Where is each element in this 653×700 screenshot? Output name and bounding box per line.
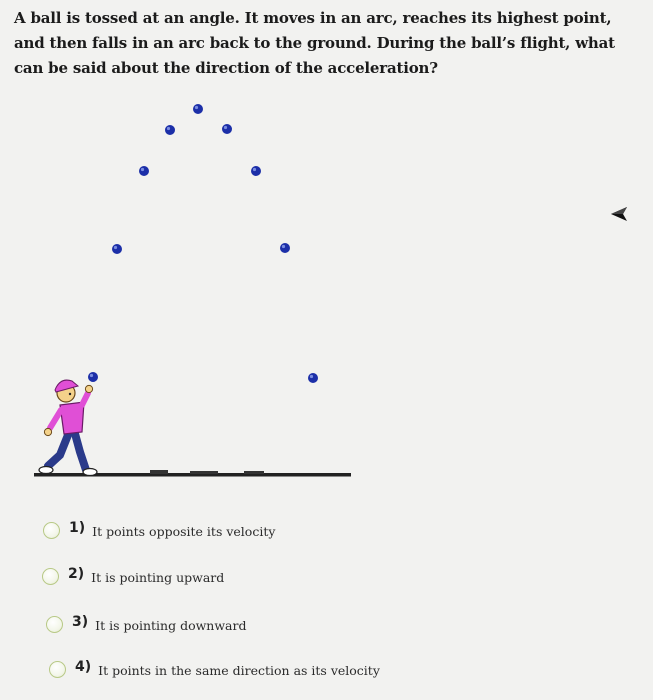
option-text: It points in the same direction as its velocity (98, 663, 380, 678)
ball-5 (193, 104, 203, 114)
ball-4 (165, 125, 175, 135)
mouse-cursor-icon (608, 203, 630, 225)
radio-button-4[interactable] (49, 661, 66, 678)
answer-option-4[interactable] (49, 658, 380, 678)
option-text: It is pointing downward (95, 618, 247, 633)
option-text: It is pointing upward (91, 570, 225, 585)
option-number: 2) (68, 565, 85, 582)
option-number: 3) (72, 613, 89, 630)
answer-option-1[interactable] (43, 519, 276, 539)
ball-2 (112, 244, 122, 254)
ball-7 (251, 166, 261, 176)
answer-option-3[interactable] (46, 613, 247, 633)
option-number: 4) (75, 658, 92, 675)
radio-button-2[interactable] (42, 568, 59, 585)
radio-button-3[interactable] (46, 616, 63, 633)
ball-1 (88, 372, 98, 382)
thrower-figure (39, 380, 97, 475)
radio-button-1[interactable] (43, 522, 60, 539)
option-text: It points opposite its velocity (92, 524, 276, 539)
ground-line (34, 470, 351, 477)
ball-9 (308, 373, 318, 383)
ball-8 (280, 243, 290, 253)
ball-3 (139, 166, 149, 176)
answer-option-2[interactable] (42, 565, 225, 585)
option-number: 1) (69, 519, 86, 536)
ball-6 (222, 124, 232, 134)
question-text: A ball is tossed at an angle. It moves in an arc, reaches its highest point, and then falls in an arc back to the ground. During the ball’s flight, what can be said about the direction of the acceleration? (14, 9, 615, 77)
trajectory-balls (88, 104, 318, 383)
